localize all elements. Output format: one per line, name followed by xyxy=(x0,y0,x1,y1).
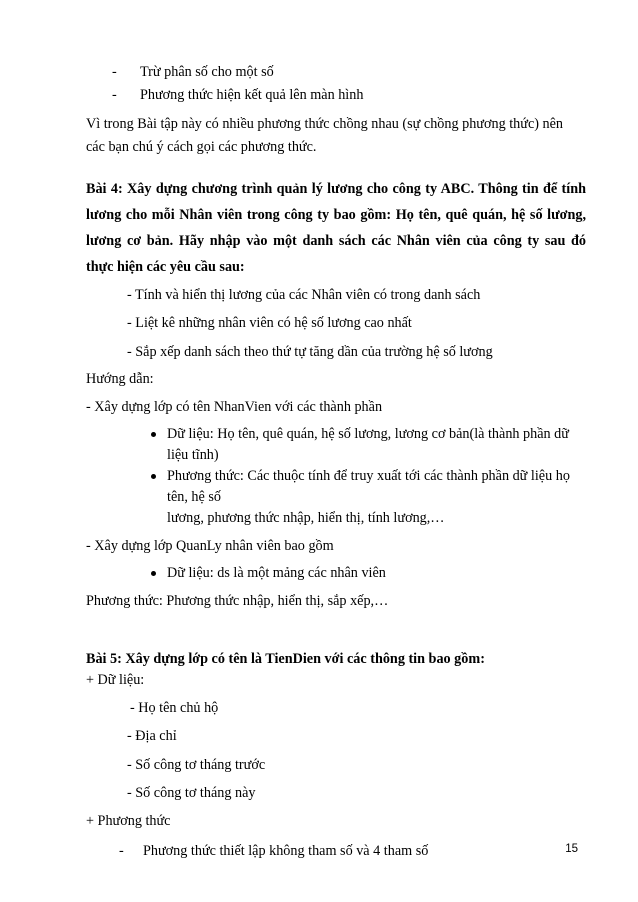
methods-line: Phương thức: Phương thức nhập, hiển thị, sắp xếp,… xyxy=(86,593,389,609)
page-number: 15 xyxy=(565,843,578,855)
note-line: các bạn chú ý cách gọi các phương thức. xyxy=(86,139,317,155)
bai4-title-line: thực hiện các yêu cầu sau: xyxy=(86,259,245,275)
list-item: Phương thức hiện kết quả lên màn hình xyxy=(140,87,364,103)
bullet-dot xyxy=(151,474,156,479)
list-dash: - xyxy=(119,843,124,859)
bullet-dot xyxy=(151,571,156,576)
bai5-data-item: - Họ tên chủ hộ xyxy=(130,700,219,716)
bai4-title-line: lương cho mỗi Nhân viên trong công ty bao gồm: Họ tên, quê quán, hệ số lương, xyxy=(86,207,586,223)
list-dash: - xyxy=(112,64,117,80)
bai5-data-item: - Số công tơ tháng này xyxy=(127,785,256,801)
bai5-method-label: + Phương thức xyxy=(86,813,171,829)
guide-label: Hướng dẫn: xyxy=(86,371,154,387)
bai5-method-item: Phương thức thiết lập không tham số và 4 tham số xyxy=(143,843,429,859)
bai5-data-item: - Địa chỉ xyxy=(127,728,177,744)
bai4-title-line: lương cơ bản. Hãy nhập vào một danh sách các Nhân viên của công ty sau đó xyxy=(86,233,586,249)
bullet-text: liệu tĩnh) xyxy=(167,447,219,463)
note-line: Vì trong Bài tập này có nhiều phương thức chồng nhau (sự chồng phương thức) nên xyxy=(86,116,564,132)
bullet-text: Dữ liệu: Họ tên, quê quán, hệ số lương, lương cơ bản(là thành phần dữ xyxy=(167,426,569,442)
bai5-data-label: + Dữ liệu: xyxy=(86,672,145,688)
class-quanly-line: - Xây dựng lớp QuanLy nhân viên bao gồm xyxy=(86,538,334,554)
bai5-data-item: - Số công tơ tháng trước xyxy=(127,757,266,773)
bullet-text: Dữ liệu: ds là một mảng các nhân viên xyxy=(167,565,386,581)
requirement-item: - Liệt kê những nhân viên có hệ số lương cao nhất xyxy=(127,315,412,331)
requirement-item: - Tính và hiển thị lương của các Nhân viên có trong danh sách xyxy=(127,287,481,303)
bullet-text: Phương thức: Các thuộc tính để truy xuất tới các thành phần dữ liệu họ xyxy=(167,468,570,484)
bullet-dot xyxy=(151,432,156,437)
bai4-title-line: Bài 4: Xây dựng chương trình quản lý lương cho công ty ABC. Thông tin để tính xyxy=(86,181,586,197)
requirement-item: - Sắp xếp danh sách theo thứ tự tăng dần của trường hệ số lương xyxy=(127,344,493,360)
list-item: Trừ phân số cho một số xyxy=(140,64,274,80)
class-nhanvien-line: - Xây dựng lớp có tên NhanVien với các thành phần xyxy=(86,399,383,415)
list-dash: - xyxy=(112,87,117,103)
bai5-title: Bài 5: Xây dựng lớp có tên là TienDien với các thông tin bao gồm: xyxy=(86,651,485,667)
bullet-text: tên, hệ số xyxy=(167,489,221,505)
bullet-text: lương, phương thức nhập, hiển thị, tính lương,… xyxy=(167,510,445,526)
